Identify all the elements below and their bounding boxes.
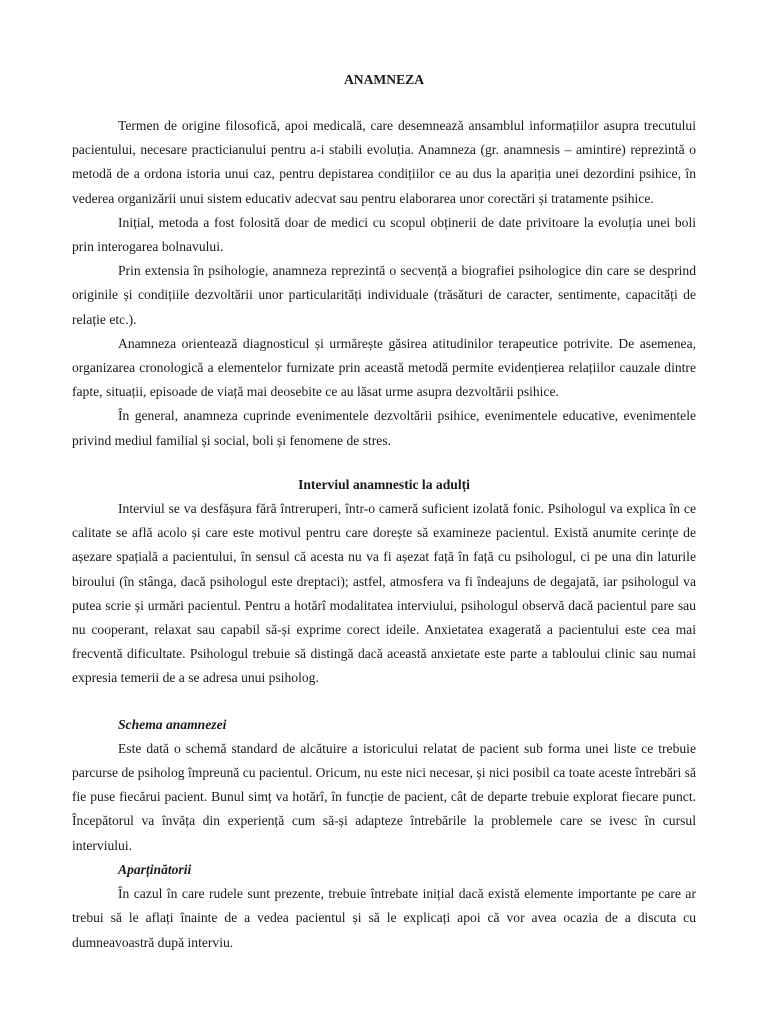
intro-paragraph-2: Inițial, metoda a fost folosită doar de medici cu scopul obținerii de date privitoare la evoluția unei boli prin interogarea bolnavului. [72, 214, 696, 255]
section-paragraph: Interviul se va desfășura fără întreruperi, într-o cameră suficient izolată fonic. Psihologul va explica în ce calitate se află acolo și care este motivul pentru care dorește să examineze pacientul. Există anumite cerințe de așezare spațială a pacientului, în sensul că acesta nu va fi așezat față în față cu psihologul, ci pe una din laturile biroului (în stânga, dacă psihologul este dreptaci); astfel, atmosfera va fi îndeajuns de degajată, iar psihologul va putea scrie și urmări pacientul. Pentru a hotărî modalitatea interviului, psihologul observă dacă pacientul pare sau nu cooperant, relaxat sau capabil să-și exprime corect ideile. Anxietatea exagerată a pacientului este cea mai frecventă dificultate. Psihologul trebuie să distingă dacă această anxietate este parte a tabloului clinic sau numai expresia temerii de a se adresa unui psiholog. [72, 501, 696, 686]
intro-paragraph-4: Anamneza orientează diagnosticul și urmărește găsirea atitudinilor terapeutice potrivite. De asemenea, organizarea cronologică a elementelor furnizate prin această metodă permite evidențierea relațiilor cauzale dintre fapte, situații, episoade de viață mai deosebite ce au lăsat urme asupra dezvoltării psihice. [72, 335, 696, 400]
intro-paragraph-1: Termen de origine filosofică, apoi medicală, care desemnează ansamblul informațiilor asupra trecutului pacientului, necesare practicianului pentru a-i stabili evoluția. Anamneza (gr. anamnesis – amintire) reprezintă o metodă de a ordona istoria unui caz, pentru depistarea condițiilor ce au dus la apariția unei dezordini psihice, în vederea organizării unui sistem educativ adecvat sau pentru elaborarea unor corectări și tratamente psihice. [72, 118, 696, 206]
intro-paragraph-5: În general, anamneza cuprinde evenimentele dezvoltării psihice, evenimentele educative, evenimentele privind mediul familial și social, boli și fenomene de stres. [72, 408, 696, 448]
schema-heading: Schema anamnezei [118, 716, 227, 732]
document-title: ANAMNEZA [343, 72, 425, 87]
relatives-paragraph: În cazul în care rudele sunt prezente, trebuie întrebate inițial dacă există elemente importante pe care ar trebui să le aflați înainte de a vedea pacientul și să le explicați apoi că vor avea ocazia de a discuta cu dumneavoastră după interviu. [72, 886, 696, 950]
schema-paragraph: Este dată o schemă standard de alcătuire a istoricului relatat de pacient sub forma unei liste ce trebuie parcurse de psiholog împreună cu pacientul. Oricum, nu este nici necesar, și nici posibil ca toate aceste întrebări să fie puse fiecărui pacient. Bunul simț va hotărî, în funcție de pacient, cât de departe trebuie explorat fiecare punct. Începătorul va învăța din experiență cum să-și adapteze întrebările la problemele care se ivesc în cursul interviului. [72, 740, 696, 853]
document-page [72, 68, 696, 955]
intro-paragraph-3: Prin extensia în psihologie, anamneza reprezintă o secvență a biografiei psihologice din care se desprind originile și condițiile dezvoltării unor particularități individuale (trăsături de caracter, sentimente, capacități de relație etc.). [72, 263, 696, 327]
relatives-heading: Aparținătorii [118, 861, 192, 877]
section-heading: Interviul anamnestic la adulți [298, 476, 470, 492]
